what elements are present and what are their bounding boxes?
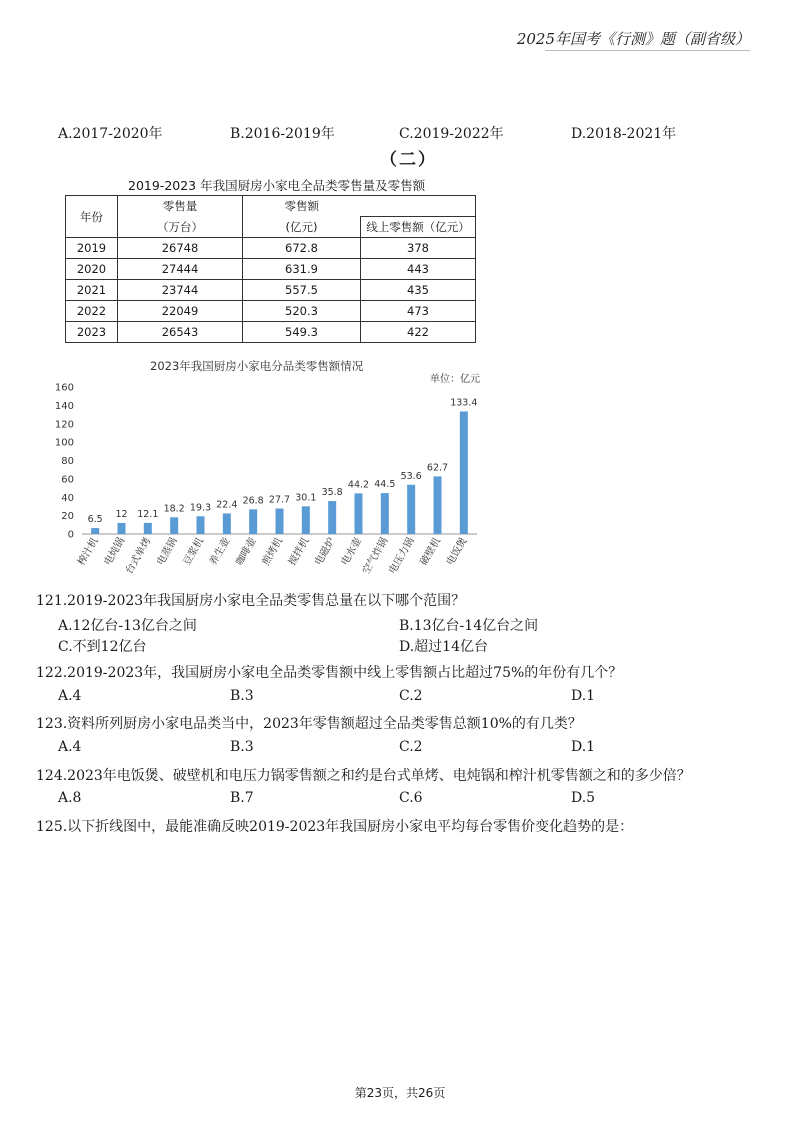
question-122-stem: 122.2019-2023年，我国厨房小家电全品类零售额中线上零售额占比超过75%的年份有几个？ — [36, 665, 623, 681]
data-label: 27.7 — [268, 494, 291, 506]
table-row — [66, 322, 476, 343]
question-121-option-c[interactable]: C.不到12亿台 — [58, 639, 147, 655]
cell-volume: 26748 — [118, 238, 243, 259]
cell-year: 2020 — [66, 259, 118, 280]
x-tick-label: 煎烤机 — [260, 536, 286, 568]
bar — [276, 509, 284, 534]
y-tick-label: 100 — [54, 437, 74, 449]
bar — [144, 523, 152, 534]
y-tick-label: 0 — [67, 529, 74, 541]
cell-year: 2019 — [66, 238, 118, 259]
x-tick-label: 空气炸锅 — [360, 536, 391, 577]
x-tick-label: 电压力锅 — [387, 536, 417, 577]
cell-year: 2023 — [66, 322, 118, 343]
cell-year: 2021 — [66, 280, 118, 301]
data-label: 19.3 — [189, 502, 212, 514]
cell-online: 422 — [361, 322, 476, 343]
cell-amount: 631.9 — [243, 259, 361, 280]
header-volume-unit: （万台） — [118, 217, 243, 238]
cell-amount: 672.8 — [243, 238, 361, 259]
bar — [328, 501, 336, 534]
bar — [302, 506, 310, 534]
data-label: 12.1 — [137, 508, 159, 520]
page-header-title: 2025年国考《行测》题（副省级） — [516, 30, 750, 48]
question-123-option-c[interactable]: C.2 — [399, 739, 423, 755]
bar — [434, 476, 442, 534]
question-122-option-c[interactable]: C.2 — [399, 688, 423, 704]
header-blank — [361, 196, 476, 217]
prev-option-b[interactable]: B.2016-2019年 — [230, 126, 335, 142]
x-tick-label: 电饭煲 — [444, 536, 470, 568]
y-tick-label: 60 — [61, 474, 74, 486]
question-124-option-d[interactable]: D.5 — [571, 790, 596, 806]
header-online: 线上零售额（亿元） — [361, 217, 476, 238]
x-tick-label: 搅拌机 — [286, 536, 312, 568]
question-121-stem: 121.2019-2023年我国厨房小家电全品类零售总量在以下哪个范围？ — [36, 593, 466, 609]
table-row — [66, 238, 476, 259]
data-label: 133.4 — [450, 397, 478, 409]
x-tick-label: 榨汁机 — [76, 536, 101, 568]
chart-unit-label: 单位：亿元 — [430, 374, 480, 385]
data-label: 18.2 — [163, 503, 185, 515]
question-121-option-a[interactable]: A.12亿台-13亿台之间 — [58, 618, 197, 634]
question-123-option-b[interactable]: B.3 — [230, 739, 254, 755]
cell-volume: 26543 — [118, 322, 243, 343]
header-amount: 零售额 — [243, 196, 361, 217]
header-year: 年份 — [66, 196, 118, 238]
bar-chart — [52, 352, 492, 582]
data-label: 44.2 — [347, 479, 370, 491]
cell-volume: 27444 — [118, 259, 243, 280]
question-121-option-d[interactable]: D.超过14亿台 — [399, 639, 488, 655]
header-divider — [545, 50, 750, 51]
x-tick-label: 破壁机 — [418, 536, 444, 568]
bar — [91, 528, 99, 534]
bar — [197, 516, 205, 534]
question-122-option-a[interactable]: A.4 — [58, 688, 82, 704]
question-124-option-a[interactable]: A.8 — [58, 790, 82, 806]
table-row — [66, 259, 476, 280]
y-tick-label: 140 — [54, 400, 74, 412]
x-tick-label: 电磁炉 — [313, 536, 338, 568]
data-label: 62.7 — [426, 462, 449, 474]
data-table — [65, 195, 476, 343]
prev-option-a[interactable]: A.2017-2020年 — [58, 126, 163, 142]
x-tick-label: 豆浆机 — [181, 536, 207, 568]
header-volume: 零售量 — [118, 196, 243, 217]
data-label: 6.5 — [87, 514, 103, 526]
cell-amount: 557.5 — [243, 280, 361, 301]
bar — [170, 517, 178, 534]
bar — [118, 523, 126, 534]
bar — [223, 513, 231, 534]
prev-option-d[interactable]: D.2018-2021年 — [571, 126, 677, 142]
page-number: 第23页，共26页 — [354, 1086, 446, 1100]
prev-option-c[interactable]: C.2019-2022年 — [399, 126, 504, 142]
y-tick-label: 20 — [61, 511, 74, 523]
question-124-option-b[interactable]: B.7 — [230, 790, 254, 806]
table-row — [66, 301, 476, 322]
x-tick-label: 电水壶 — [339, 536, 365, 568]
bar — [407, 485, 415, 534]
x-tick-label: 养生壶 — [207, 536, 233, 568]
cell-year: 2022 — [66, 301, 118, 322]
data-label: 35.8 — [321, 487, 343, 499]
question-123-option-d[interactable]: D.1 — [571, 739, 596, 755]
question-122-option-d[interactable]: D.1 — [571, 688, 596, 704]
data-label: 53.6 — [400, 470, 422, 482]
bar — [355, 493, 363, 534]
bar — [381, 493, 389, 534]
bar — [460, 411, 468, 534]
x-tick-label: 咖啡壶 — [234, 536, 259, 568]
question-122-option-b[interactable]: B.3 — [230, 688, 254, 704]
data-label: 44.5 — [374, 479, 396, 491]
cell-volume: 23744 — [118, 280, 243, 301]
cell-online: 473 — [361, 301, 476, 322]
question-123-stem: 123.资料所列厨房小家电品类当中，2023年零售额超过全品类零售总额10%的有几类？ — [36, 716, 582, 732]
cell-amount: 549.3 — [243, 322, 361, 343]
data-label: 22.4 — [216, 499, 238, 511]
data-label: 30.1 — [295, 492, 317, 504]
data-label: 12 — [115, 508, 128, 520]
question-124-option-c[interactable]: C.6 — [399, 790, 423, 806]
header-amount-unit: (亿元) — [243, 217, 361, 238]
x-tick-label: 电蒸锅 — [155, 536, 180, 568]
cell-online: 378 — [361, 238, 476, 259]
x-tick-label: 电炖锅 — [102, 536, 128, 568]
section-title: （二） — [380, 150, 437, 170]
y-tick-label: 120 — [54, 419, 74, 431]
data-label: 26.8 — [242, 495, 264, 507]
cell-amount: 520.3 — [243, 301, 361, 322]
cell-online: 435 — [361, 280, 476, 301]
cell-volume: 22049 — [118, 301, 243, 322]
y-tick-label: 80 — [61, 456, 74, 467]
bar — [249, 509, 257, 534]
question-124-stem: 124.2023年电饭煲、破壁机和电压力锅零售额之和约是台式单烤、电炖锅和榨汁机零售额之和的多少倍？ — [36, 768, 691, 784]
y-tick-label: 40 — [61, 492, 74, 504]
cell-online: 443 — [361, 259, 476, 280]
table-row — [66, 280, 476, 301]
question-121-option-b[interactable]: B.13亿台-14亿台之间 — [399, 618, 539, 634]
table-title: 2019-2023 年我国厨房小家电全品类零售量及零售额 — [128, 178, 426, 193]
x-tick-label: 台式单烤 — [123, 536, 154, 577]
question-123-option-a[interactable]: A.4 — [58, 739, 82, 755]
question-125-stem: 125.以下折线图中，最能准确反映2019-2023年我国厨房小家电平均每台零售价变化趋势的是： — [36, 819, 634, 835]
y-tick-label: 160 — [54, 382, 74, 394]
chart-title: 2023年我国厨房小家电分品类零售额情况 — [150, 359, 364, 373]
